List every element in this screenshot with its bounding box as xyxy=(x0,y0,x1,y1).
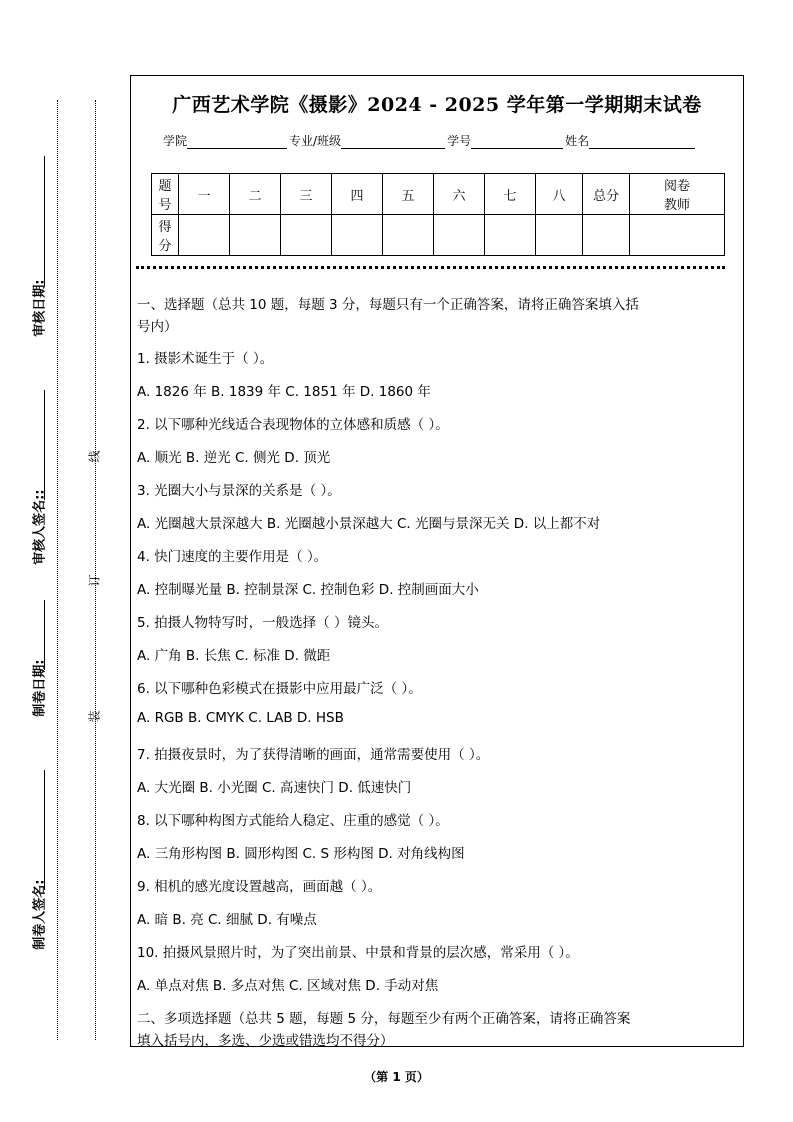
section2-heading-cont: 填入括号内，多选、少选或错选均不得分） xyxy=(137,1033,394,1049)
question-4: 4. 快门速度的主要作用是（ ）。 xyxy=(137,549,328,565)
reviewer-sign-label: 审核人签名:: xyxy=(32,489,48,565)
student-no-field[interactable] xyxy=(471,136,563,149)
options-2: A. 顺光 B. 逆光 C. 侧光 D. 顶光 xyxy=(137,450,331,466)
score-table xyxy=(151,173,725,256)
section1-heading-cont: 号内） xyxy=(137,319,178,335)
score-col-8: 八 xyxy=(536,174,583,215)
score-col-5: 五 xyxy=(383,174,434,215)
dotted-separator xyxy=(136,266,725,269)
college-field[interactable] xyxy=(187,136,287,149)
question-1: 1. 摄影术诞生于（ ）。 xyxy=(137,351,274,367)
major-label: 专业/班级 xyxy=(289,134,342,148)
score-col-1: 一 xyxy=(179,174,230,215)
section1-heading: 一、选择题（总共 10 题，每题 3 分，每题只有一个正确答案，请将正确答案填入括 xyxy=(137,297,639,313)
options-1: A. 1826 年 B. 1839 年 C. 1851 年 D. 1860 年 xyxy=(137,384,431,400)
score-table-row-head: 题 号 xyxy=(152,174,179,215)
score-cell[interactable] xyxy=(332,215,383,256)
binding-char-xian: 线 xyxy=(87,450,102,463)
score-cell[interactable] xyxy=(583,215,630,256)
name-field[interactable] xyxy=(589,136,695,149)
options-10: A. 单点对焦 B. 多点对焦 C. 区域对焦 D. 手动对焦 xyxy=(137,978,439,994)
options-7: A. 大光圈 B. 小光圈 C. 高速快门 D. 低速快门 xyxy=(137,780,412,796)
score-cell[interactable] xyxy=(179,215,230,256)
score-cell[interactable] xyxy=(281,215,332,256)
options-6: A. RGB B. CMYK C. LAB D. HSB xyxy=(137,710,344,726)
question-10: 10. 拍摄风景照片时，为了突出前景、中景和背景的层次感，常采用（ ）。 xyxy=(137,945,579,961)
question-8: 8. 以下哪种构图方式能给人稳定、庄重的感觉（ ）。 xyxy=(137,813,449,829)
options-8: A. 三角形构图 B. 圆形构图 C. S 形构图 D. 对角线构图 xyxy=(137,846,465,862)
review-date-line xyxy=(44,156,45,286)
score-col-total: 总分 xyxy=(583,174,630,215)
question-2: 2. 以下哪种光线适合表现物体的立体感和质感（ ）。 xyxy=(137,417,449,433)
reviewer-sign-line xyxy=(44,390,45,500)
binding-dotted-line xyxy=(95,100,96,1040)
question-3: 3. 光圈大小与景深的关系是（ ）。 xyxy=(137,483,341,499)
section2-heading: 二、多项选择题（总共 5 题，每题 5 分，每题至少有两个正确答案，请将正确答案 xyxy=(137,1011,631,1027)
question-6: 6. 以下哪种色彩模式在摄影中应用最广泛（ ）。 xyxy=(137,681,422,697)
question-5: 5. 拍摄人物特写时，一般选择（ ）镜头。 xyxy=(137,615,388,631)
score-cell[interactable] xyxy=(434,215,485,256)
exam-title: 广西艺术学院《摄影》2024 - 2025 学年第一学期期末试卷 xyxy=(172,94,702,116)
options-3: A. 光圈越大景深越大 B. 光圈越小景深越大 C. 光圈与景深无关 D. 以上都不对 xyxy=(137,516,601,532)
binding-char-ding: 订 xyxy=(87,574,102,587)
make-date-line xyxy=(44,600,45,670)
score-cell[interactable] xyxy=(230,215,281,256)
make-date-label: 制卷日期: xyxy=(32,659,48,717)
outer-dotted-line xyxy=(57,100,58,1040)
score-col-6: 六 xyxy=(434,174,485,215)
review-date-label: 审核日期: xyxy=(32,279,48,337)
score-col-2: 二 xyxy=(230,174,281,215)
grader-cell[interactable] xyxy=(630,215,725,256)
name-label: 姓名 xyxy=(565,134,590,148)
question-9: 9. 相机的感光度设置越高，画面越（ ）。 xyxy=(137,879,382,895)
question-7: 7. 拍摄夜景时，为了获得清晰的画面，通常需要使用（ ）。 xyxy=(137,747,490,763)
score-cell[interactable] xyxy=(383,215,434,256)
maker-sign-line xyxy=(44,770,45,890)
score-col-grader: 阅卷 教师 xyxy=(630,174,725,215)
score-table-score-head: 得 分 xyxy=(152,215,179,256)
options-5: A. 广角 B. 长焦 C. 标准 D. 微距 xyxy=(137,648,331,664)
student-info-row xyxy=(163,132,697,149)
major-field[interactable] xyxy=(341,136,445,149)
score-cell[interactable] xyxy=(536,215,583,256)
options-4: A. 控制曝光量 B. 控制景深 C. 控制色彩 D. 控制画面大小 xyxy=(137,582,479,598)
exam-frame xyxy=(130,75,744,1047)
score-col-4: 四 xyxy=(332,174,383,215)
score-col-3: 三 xyxy=(281,174,332,215)
binding-char-zhuang: 装 xyxy=(87,710,102,723)
page-number: （第 1 页） xyxy=(364,1070,429,1084)
score-cell[interactable] xyxy=(485,215,536,256)
student-no-label: 学号 xyxy=(447,134,472,148)
college-label: 学院 xyxy=(163,134,188,148)
options-9: A. 暗 B. 亮 C. 细腻 D. 有噪点 xyxy=(137,912,317,928)
score-col-7: 七 xyxy=(485,174,536,215)
maker-sign-label: 制卷人签名: xyxy=(32,879,48,950)
